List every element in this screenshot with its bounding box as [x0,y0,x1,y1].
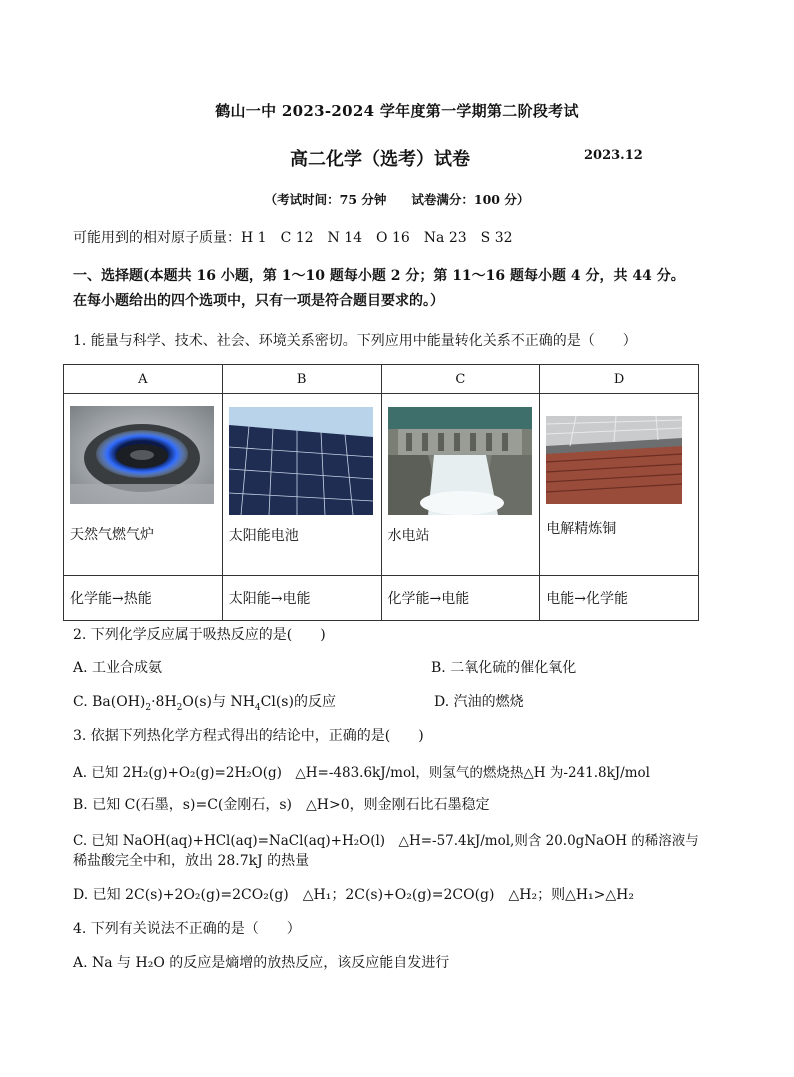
section-1-line-2: 在每小题给出的四个选项中，只有一项是符合题目要求的。） [73,293,444,309]
solar-panel-image [229,407,373,515]
question-1-stem: 1. 能量与科学、技术、社会、环境关系密切。下列应用中能量转化关系不正确的是（ ） [73,333,637,349]
exam-info: （考试时间：75 分钟 试卷满分：100 分） [264,192,530,207]
col-d-answer: 电能→化学能 [540,576,699,621]
section-1-line-1: 一、选择题(本题共 16 小题，第 1～10 题每小题 2 分；第 11～16 题每小题 4 分，共 44 分。 [73,268,685,284]
question-2-option-b: B. 二氧化硫的催化氧化 [431,660,577,676]
col-b-header: B [222,365,381,394]
question-4-stem: 4. 下列有关说法不正确的是（ ） [73,921,301,937]
col-d-header: D [540,365,699,394]
exam-date: 2023.12 [584,148,643,163]
q2c-part-3: O(s)与 NH [182,694,255,710]
col-b-caption: 太阳能电池 [228,528,299,544]
col-a-caption: 天然气燃气炉 [70,527,154,543]
question-2-option-c [73,691,336,713]
question-3-option-a: A. 已知 2H₂(g)+O₂(g)=2H₂O(g) △H=-483.6kJ/mol，则氢气的燃烧热△H 为-241.8kJ/mol [73,765,650,781]
copper-refinery-image [546,416,682,504]
col-b-answer: 太阳能→电能 [222,576,381,621]
col-a-answer: 化学能→热能 [64,576,223,621]
q2c-sub-2: 2 [176,702,183,713]
question-3-option-d: D. 已知 2C(s)+2O₂(g)=2CO₂(g) △H₁；2C(s)+O₂(g)=2CO(g) △H₂；则△H₁>△H₂ [73,887,634,903]
col-c-caption: 水电站 [387,528,430,544]
hydro-dam-image [388,407,532,515]
question-3-option-c-line-2: 稀盐酸完全中和，放出 28.7kJ 的热量 [73,853,310,869]
gas-stove-image [70,406,214,504]
col-c-cell [381,394,540,576]
question-3-option-c-line-1: C. 已知 NaOH(aq)+HCl(aq)=NaCl(aq)+H₂O(l) △H=-57.4kJ/mol,则含 20.0gNaOH 的稀溶液与 [73,833,699,849]
atomic-masses: 可能用到的相对原子质量：H 1 C 12 N 14 O 16 Na 23 S 32 [73,230,513,246]
col-b-cell [222,394,381,576]
col-d-caption: 电解精炼铜 [546,521,617,537]
question-4-option-a: A. Na 与 H₂O 的反应是熵增的放热反应，该反应能自发进行 [73,955,450,971]
q2c-part-2: ·8H [151,694,177,710]
q2c-sub-1: 2 [145,702,152,713]
question-3-option-b: B. 已知 C(石墨，s)=C(金刚石，s) △H>0，则金刚石比石墨稳定 [73,797,490,813]
paper-title: 高二化学（选考）试卷 [290,149,470,170]
col-c-answer: 化学能→电能 [381,576,540,621]
col-d-cell [540,394,699,576]
question-2-option-d: D. 汽油的燃烧 [434,694,524,710]
q2c-part-4: Cl(s)的反应 [260,694,336,710]
q2c-sub-3: 4 [254,702,261,713]
question-1-table [63,364,699,621]
exam-title: 鹤山一中 2023-2024 学年度第一学期第二阶段考试 [215,102,579,120]
col-a-header: A [64,365,223,394]
section-1-instructions [73,264,685,314]
question-2-option-a: A. 工业合成氨 [73,660,163,676]
question-3-stem: 3. 依据下列热化学方程式得出的结论中，正确的是( ) [73,728,424,744]
col-a-cell [64,394,223,576]
question-2-stem: 2. 下列化学反应属于吸热反应的是( ) [73,627,326,643]
col-c-header: C [381,365,540,394]
q2c-part-1: C. Ba(OH) [73,694,146,710]
